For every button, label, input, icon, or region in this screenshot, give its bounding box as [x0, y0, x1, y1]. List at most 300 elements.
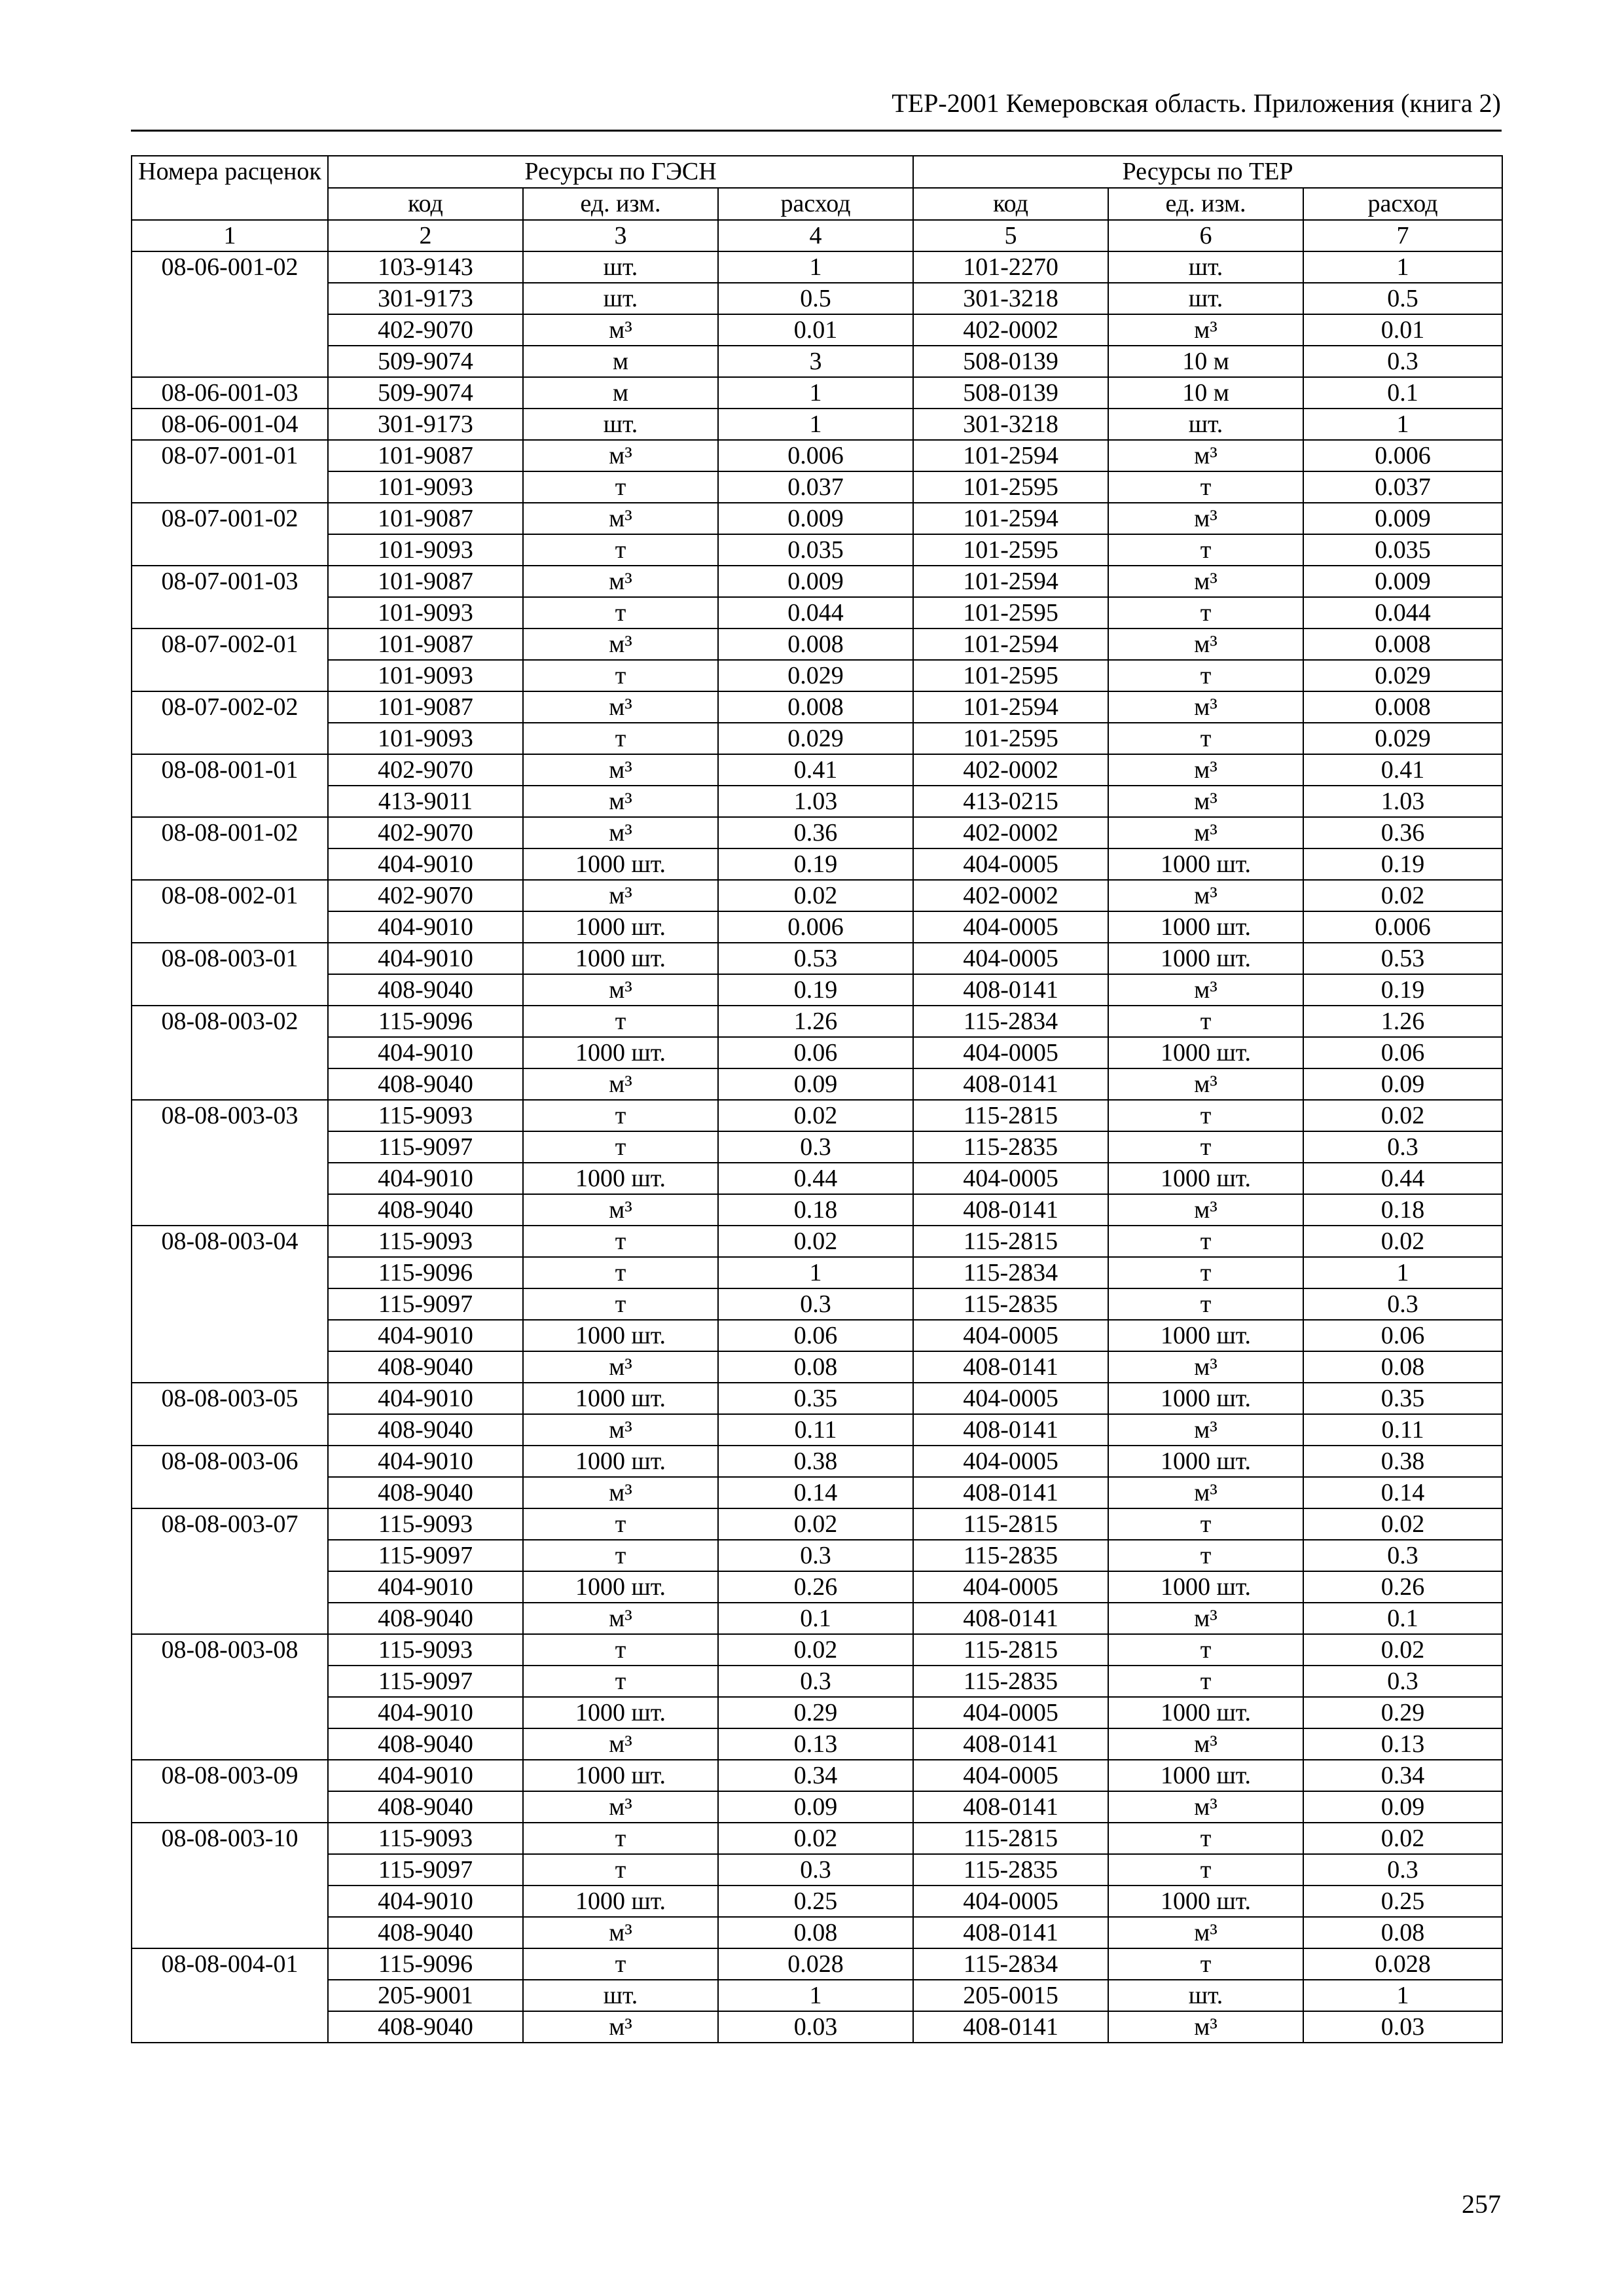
gesn-unit-cell: т: [523, 1131, 718, 1163]
gesn-code-cell: 404-9010: [328, 1446, 523, 1477]
ter-consumption-cell: 0.09: [1303, 1791, 1502, 1823]
gesn-code-cell: 115-9097: [328, 1540, 523, 1571]
ter-consumption-cell: 0.01: [1303, 314, 1502, 346]
gesn-unit-cell: м³: [523, 2011, 718, 2043]
gesn-unit-cell: шт.: [523, 1980, 718, 2011]
ter-consumption-cell: 0.006: [1303, 911, 1502, 943]
ter-unit-cell: м³: [1108, 629, 1303, 660]
gesn-unit-cell: т: [523, 1100, 718, 1131]
gesn-unit-cell: т: [523, 471, 718, 503]
ter-consumption-cell: 0.14: [1303, 1477, 1502, 1508]
rate-number-cell: 08-08-003-06: [132, 1446, 328, 1508]
col-group-ter: Ресурсы по ТЕР: [913, 156, 1502, 188]
gesn-code-cell: 101-9087: [328, 503, 523, 534]
gesn-consumption-cell: 0.1: [718, 1603, 913, 1634]
table-row: [132, 848, 1502, 880]
ter-code-cell: 101-2595: [913, 597, 1108, 629]
table-row: [132, 1383, 1502, 1414]
gesn-code-cell: 404-9010: [328, 1320, 523, 1351]
ter-unit-cell: т: [1108, 1257, 1303, 1288]
gesn-code-cell: 404-9010: [328, 911, 523, 943]
gesn-code-cell: 509-9074: [328, 346, 523, 377]
gesn-code-cell: 408-9040: [328, 1791, 523, 1823]
ter-code-cell: 402-0002: [913, 754, 1108, 786]
ter-code-cell: 115-2815: [913, 1100, 1108, 1131]
table-row: [132, 786, 1502, 817]
ter-code-cell: 408-0141: [913, 1728, 1108, 1760]
table-row: [132, 1320, 1502, 1351]
ter-unit-cell: м³: [1108, 1414, 1303, 1446]
gesn-consumption-cell: 0.08: [718, 1351, 913, 1383]
ter-unit-cell: т: [1108, 1540, 1303, 1571]
gesn-code-cell: 115-9097: [328, 1854, 523, 1886]
ter-consumption-cell: 1.26: [1303, 1006, 1502, 1037]
gesn-consumption-cell: 0.06: [718, 1037, 913, 1068]
gesn-code-cell: 115-9093: [328, 1634, 523, 1666]
gesn-code-cell: 509-9074: [328, 377, 523, 409]
ter-unit-cell: м³: [1108, 1351, 1303, 1383]
gesn-unit-cell: м: [523, 377, 718, 409]
table-row: [132, 1446, 1502, 1477]
gesn-code-cell: 404-9010: [328, 1760, 523, 1791]
ter-unit-cell: м³: [1108, 786, 1303, 817]
ter-unit-cell: т: [1108, 1100, 1303, 1131]
ter-code-cell: 408-0141: [913, 1414, 1108, 1446]
ter-unit-cell: 1000 шт.: [1108, 1571, 1303, 1603]
ter-code-cell: 115-2835: [913, 1131, 1108, 1163]
column-number: 1: [132, 220, 328, 251]
gesn-unit-cell: 1000 шт.: [523, 1320, 718, 1351]
gesn-code-cell: 404-9010: [328, 1383, 523, 1414]
ter-consumption-cell: 0.006: [1303, 440, 1502, 471]
table-row: [132, 1037, 1502, 1068]
ter-unit-cell: 10 м: [1108, 377, 1303, 409]
ter-code-cell: 115-2834: [913, 1257, 1108, 1288]
gesn-consumption-cell: 0.26: [718, 1571, 913, 1603]
ter-unit-cell: 1000 шт.: [1108, 1163, 1303, 1194]
gesn-consumption-cell: 0.38: [718, 1446, 913, 1477]
table-row: [132, 1697, 1502, 1728]
ter-unit-cell: т: [1108, 1508, 1303, 1540]
gesn-consumption-cell: 0.029: [718, 723, 913, 754]
table-row: [132, 1603, 1502, 1634]
rate-number-cell: 08-08-001-02: [132, 817, 328, 880]
ter-consumption-cell: 0.029: [1303, 660, 1502, 691]
table-row: [132, 911, 1502, 943]
gesn-unit-cell: 1000 шт.: [523, 911, 718, 943]
ter-consumption-cell: 0.36: [1303, 817, 1502, 848]
col-header-gesn-consumption: расход: [718, 188, 913, 220]
ter-consumption-cell: 0.044: [1303, 597, 1502, 629]
table-row: [132, 1100, 1502, 1131]
ter-consumption-cell: 0.1: [1303, 377, 1502, 409]
gesn-code-cell: 101-9093: [328, 534, 523, 566]
ter-consumption-cell: 0.03: [1303, 2011, 1502, 2043]
ter-unit-cell: т: [1108, 1666, 1303, 1697]
ter-code-cell: 115-2835: [913, 1288, 1108, 1320]
gesn-consumption-cell: 0.44: [718, 1163, 913, 1194]
gesn-unit-cell: 1000 шт.: [523, 943, 718, 974]
rate-number-cell: 08-08-004-01: [132, 1948, 328, 2043]
ter-consumption-cell: 0.19: [1303, 974, 1502, 1006]
table-row: [132, 503, 1502, 534]
ter-code-cell: 115-2835: [913, 1666, 1108, 1697]
gesn-consumption-cell: 0.02: [718, 1226, 913, 1257]
rate-number-cell: 08-08-003-05: [132, 1383, 328, 1446]
ter-unit-cell: шт.: [1108, 409, 1303, 440]
gesn-consumption-cell: 0.5: [718, 283, 913, 314]
gesn-consumption-cell: 1.26: [718, 1006, 913, 1037]
gesn-code-cell: 101-9087: [328, 629, 523, 660]
gesn-unit-cell: т: [523, 1666, 718, 1697]
gesn-unit-cell: м³: [523, 440, 718, 471]
gesn-code-cell: 115-9093: [328, 1100, 523, 1131]
gesn-unit-cell: м³: [523, 1068, 718, 1100]
table-row: [132, 1823, 1502, 1854]
gesn-code-cell: 404-9010: [328, 848, 523, 880]
table-row: [132, 1854, 1502, 1886]
ter-code-cell: 404-0005: [913, 911, 1108, 943]
table-subheader-row: [132, 188, 1502, 220]
gesn-consumption-cell: 1: [718, 377, 913, 409]
ter-consumption-cell: 0.08: [1303, 1917, 1502, 1948]
gesn-code-cell: 103-9143: [328, 251, 523, 283]
ter-consumption-cell: 0.53: [1303, 943, 1502, 974]
gesn-consumption-cell: 0.09: [718, 1068, 913, 1100]
ter-code-cell: 101-2594: [913, 503, 1108, 534]
ter-consumption-cell: 0.3: [1303, 1288, 1502, 1320]
ter-unit-cell: м³: [1108, 503, 1303, 534]
table-row: [132, 251, 1502, 283]
table-row: [132, 1917, 1502, 1948]
ter-code-cell: 402-0002: [913, 880, 1108, 911]
ter-code-cell: 408-0141: [913, 1068, 1108, 1100]
gesn-consumption-cell: 0.044: [718, 597, 913, 629]
ter-code-cell: 101-2594: [913, 691, 1108, 723]
ter-unit-cell: 10 м: [1108, 346, 1303, 377]
ter-code-cell: 101-2595: [913, 471, 1108, 503]
gesn-code-cell: 404-9010: [328, 1571, 523, 1603]
ter-code-cell: 402-0002: [913, 314, 1108, 346]
gesn-code-cell: 101-9087: [328, 440, 523, 471]
gesn-code-cell: 115-9093: [328, 1226, 523, 1257]
ter-consumption-cell: 0.09: [1303, 1068, 1502, 1100]
ter-unit-cell: м³: [1108, 566, 1303, 597]
ter-consumption-cell: 0.02: [1303, 880, 1502, 911]
ter-unit-cell: т: [1108, 1226, 1303, 1257]
rate-number-cell: 08-07-001-02: [132, 503, 328, 566]
table-row: [132, 283, 1502, 314]
gesn-consumption-cell: 0.037: [718, 471, 913, 503]
gesn-consumption-cell: 1: [718, 409, 913, 440]
gesn-consumption-cell: 0.34: [718, 1760, 913, 1791]
gesn-unit-cell: м³: [523, 691, 718, 723]
gesn-consumption-cell: 0.09: [718, 1791, 913, 1823]
ter-consumption-cell: 1: [1303, 251, 1502, 283]
ter-unit-cell: 1000 шт.: [1108, 1037, 1303, 1068]
gesn-unit-cell: 1000 шт.: [523, 1163, 718, 1194]
ter-code-cell: 408-0141: [913, 1791, 1108, 1823]
ter-unit-cell: м³: [1108, 2011, 1303, 2043]
ter-code-cell: 404-0005: [913, 1697, 1108, 1728]
gesn-unit-cell: шт.: [523, 251, 718, 283]
ter-consumption-cell: 0.1: [1303, 1603, 1502, 1634]
gesn-code-cell: 408-9040: [328, 1351, 523, 1383]
rate-number-cell: 08-08-003-08: [132, 1634, 328, 1760]
ter-code-cell: 404-0005: [913, 848, 1108, 880]
table-row: [132, 1257, 1502, 1288]
ter-unit-cell: м³: [1108, 754, 1303, 786]
gesn-consumption-cell: 0.29: [718, 1697, 913, 1728]
ter-consumption-cell: 0.009: [1303, 503, 1502, 534]
gesn-unit-cell: 1000 шт.: [523, 1037, 718, 1068]
table-row: [132, 1068, 1502, 1100]
ter-unit-cell: м³: [1108, 1194, 1303, 1226]
rate-number-cell: 08-08-003-07: [132, 1508, 328, 1634]
ter-consumption-cell: 0.26: [1303, 1571, 1502, 1603]
gesn-code-cell: 115-9097: [328, 1666, 523, 1697]
table-row: [132, 440, 1502, 471]
table-row: [132, 1886, 1502, 1917]
gesn-consumption-cell: 0.14: [718, 1477, 913, 1508]
rate-number-cell: 08-08-001-01: [132, 754, 328, 817]
column-number: 4: [718, 220, 913, 251]
gesn-consumption-cell: 0.36: [718, 817, 913, 848]
gesn-unit-cell: м: [523, 346, 718, 377]
gesn-code-cell: 408-9040: [328, 1603, 523, 1634]
ter-code-cell: 413-0215: [913, 786, 1108, 817]
rate-number-cell: 08-08-003-09: [132, 1760, 328, 1823]
gesn-unit-cell: м³: [523, 880, 718, 911]
ter-consumption-cell: 0.035: [1303, 534, 1502, 566]
table-row: [132, 1226, 1502, 1257]
gesn-consumption-cell: 0.3: [718, 1288, 913, 1320]
ter-unit-cell: м³: [1108, 974, 1303, 1006]
gesn-code-cell: 413-9011: [328, 786, 523, 817]
gesn-consumption-cell: 0.02: [718, 880, 913, 911]
gesn-unit-cell: т: [523, 1288, 718, 1320]
ter-consumption-cell: 0.008: [1303, 691, 1502, 723]
ter-consumption-cell: 0.06: [1303, 1320, 1502, 1351]
gesn-consumption-cell: 0.41: [718, 754, 913, 786]
col-header-gesn-unit: ед. изм.: [523, 188, 718, 220]
gesn-consumption-cell: 0.006: [718, 440, 913, 471]
table-row: [132, 471, 1502, 503]
ter-unit-cell: т: [1108, 660, 1303, 691]
gesn-consumption-cell: 0.13: [718, 1728, 913, 1760]
ter-code-cell: 408-0141: [913, 1917, 1108, 1948]
gesn-consumption-cell: 0.02: [718, 1100, 913, 1131]
rate-number-cell: 08-06-001-04: [132, 409, 328, 440]
gesn-unit-cell: т: [523, 1854, 718, 1886]
gesn-unit-cell: м³: [523, 1917, 718, 1948]
table-row: [132, 377, 1502, 409]
ter-unit-cell: м³: [1108, 314, 1303, 346]
ter-code-cell: 115-2834: [913, 1948, 1108, 1980]
ter-consumption-cell: 0.037: [1303, 471, 1502, 503]
gesn-consumption-cell: 0.02: [718, 1823, 913, 1854]
ter-code-cell: 404-0005: [913, 1446, 1108, 1477]
ter-code-cell: 408-0141: [913, 1603, 1108, 1634]
gesn-code-cell: 408-9040: [328, 1728, 523, 1760]
ter-code-cell: 101-2270: [913, 251, 1108, 283]
ter-unit-cell: м³: [1108, 1477, 1303, 1508]
table-row: [132, 346, 1502, 377]
gesn-code-cell: 402-9070: [328, 880, 523, 911]
gesn-code-cell: 404-9010: [328, 1697, 523, 1728]
ter-unit-cell: 1000 шт.: [1108, 1886, 1303, 1917]
gesn-code-cell: 101-9093: [328, 597, 523, 629]
ter-consumption-cell: 0.02: [1303, 1508, 1502, 1540]
table-row: [132, 1194, 1502, 1226]
rate-number-cell: 08-08-002-01: [132, 880, 328, 943]
column-number-row: [132, 220, 1502, 251]
ter-consumption-cell: 0.02: [1303, 1634, 1502, 1666]
table-row: [132, 534, 1502, 566]
gesn-code-cell: 115-9096: [328, 1257, 523, 1288]
col-header-ter-code: код: [913, 188, 1108, 220]
ter-consumption-cell: 0.3: [1303, 1131, 1502, 1163]
gesn-code-cell: 301-9173: [328, 283, 523, 314]
table-row: [132, 1540, 1502, 1571]
gesn-unit-cell: 1000 шт.: [523, 1571, 718, 1603]
ter-consumption-cell: 1: [1303, 409, 1502, 440]
ter-code-cell: 404-0005: [913, 1571, 1108, 1603]
ter-code-cell: 205-0015: [913, 1980, 1108, 2011]
gesn-unit-cell: м³: [523, 314, 718, 346]
table-row: [132, 1006, 1502, 1037]
gesn-code-cell: 408-9040: [328, 1068, 523, 1100]
ter-unit-cell: м³: [1108, 1068, 1303, 1100]
gesn-unit-cell: 1000 шт.: [523, 1383, 718, 1414]
gesn-consumption-cell: 0.19: [718, 848, 913, 880]
gesn-unit-cell: 1000 шт.: [523, 1446, 718, 1477]
ter-code-cell: 115-2815: [913, 1823, 1108, 1854]
ter-unit-cell: т: [1108, 471, 1303, 503]
gesn-unit-cell: т: [523, 723, 718, 754]
gesn-consumption-cell: 0.009: [718, 566, 913, 597]
gesn-unit-cell: шт.: [523, 283, 718, 314]
ter-consumption-cell: 0.02: [1303, 1823, 1502, 1854]
ter-unit-cell: м³: [1108, 1603, 1303, 1634]
ter-unit-cell: м³: [1108, 1728, 1303, 1760]
ter-consumption-cell: 0.3: [1303, 1854, 1502, 1886]
ter-code-cell: 301-3218: [913, 409, 1108, 440]
gesn-unit-cell: т: [523, 1540, 718, 1571]
column-number: 3: [523, 220, 718, 251]
table-row: [132, 597, 1502, 629]
ter-code-cell: 301-3218: [913, 283, 1108, 314]
table-row: [132, 1131, 1502, 1163]
gesn-code-cell: 101-9087: [328, 691, 523, 723]
ter-consumption-cell: 0.44: [1303, 1163, 1502, 1194]
table-row: [132, 1948, 1502, 1980]
gesn-unit-cell: м³: [523, 1603, 718, 1634]
gesn-code-cell: 205-9001: [328, 1980, 523, 2011]
ter-code-cell: 115-2815: [913, 1508, 1108, 1540]
gesn-unit-cell: м³: [523, 503, 718, 534]
gesn-code-cell: 115-9097: [328, 1131, 523, 1163]
gesn-unit-cell: т: [523, 597, 718, 629]
ter-consumption-cell: 0.29: [1303, 1697, 1502, 1728]
ter-code-cell: 101-2594: [913, 566, 1108, 597]
table-row: [132, 817, 1502, 848]
ter-code-cell: 508-0139: [913, 377, 1108, 409]
gesn-consumption-cell: 0.02: [718, 1508, 913, 1540]
ter-code-cell: 408-0141: [913, 1351, 1108, 1383]
table-row: [132, 1477, 1502, 1508]
ter-consumption-cell: 0.35: [1303, 1383, 1502, 1414]
ter-unit-cell: т: [1108, 534, 1303, 566]
ter-code-cell: 101-2594: [913, 440, 1108, 471]
gesn-consumption-cell: 1: [718, 251, 913, 283]
gesn-code-cell: 101-9093: [328, 660, 523, 691]
gesn-code-cell: 115-9096: [328, 1948, 523, 1980]
gesn-unit-cell: м³: [523, 566, 718, 597]
gesn-consumption-cell: 0.03: [718, 2011, 913, 2043]
gesn-unit-cell: 1000 шт.: [523, 848, 718, 880]
ter-consumption-cell: 0.3: [1303, 346, 1502, 377]
ter-code-cell: 408-0141: [913, 974, 1108, 1006]
column-number: 6: [1108, 220, 1303, 251]
gesn-consumption-cell: 0.3: [718, 1666, 913, 1697]
gesn-unit-cell: т: [523, 1823, 718, 1854]
gesn-code-cell: 402-9070: [328, 817, 523, 848]
table-row: [132, 1791, 1502, 1823]
gesn-code-cell: 408-9040: [328, 1194, 523, 1226]
gesn-unit-cell: т: [523, 1006, 718, 1037]
ter-consumption-cell: 0.02: [1303, 1226, 1502, 1257]
table-row: [132, 314, 1502, 346]
ter-consumption-cell: 0.02: [1303, 1100, 1502, 1131]
col-header-gesn-code: код: [328, 188, 523, 220]
ter-consumption-cell: 0.5: [1303, 283, 1502, 314]
gesn-consumption-cell: 0.035: [718, 534, 913, 566]
ter-unit-cell: м³: [1108, 880, 1303, 911]
gesn-consumption-cell: 0.18: [718, 1194, 913, 1226]
ter-unit-cell: т: [1108, 1823, 1303, 1854]
table-row: [132, 1634, 1502, 1666]
ter-code-cell: 408-0141: [913, 2011, 1108, 2043]
gesn-consumption-cell: 0.3: [718, 1854, 913, 1886]
ter-consumption-cell: 0.18: [1303, 1194, 1502, 1226]
ter-consumption-cell: 0.41: [1303, 754, 1502, 786]
gesn-code-cell: 408-9040: [328, 2011, 523, 2043]
gesn-unit-cell: м³: [523, 1414, 718, 1446]
gesn-unit-cell: 1000 шт.: [523, 1886, 718, 1917]
ter-consumption-cell: 0.34: [1303, 1760, 1502, 1791]
gesn-unit-cell: т: [523, 1634, 718, 1666]
ter-unit-cell: т: [1108, 723, 1303, 754]
gesn-code-cell: 115-9097: [328, 1288, 523, 1320]
rate-number-cell: 08-06-001-03: [132, 377, 328, 409]
ter-unit-cell: 1000 шт.: [1108, 1697, 1303, 1728]
gesn-unit-cell: м³: [523, 1477, 718, 1508]
gesn-consumption-cell: 0.25: [718, 1886, 913, 1917]
header-divider: [131, 130, 1502, 132]
ter-unit-cell: м³: [1108, 440, 1303, 471]
table-header-row: [132, 156, 1502, 188]
rate-number-cell: 08-06-001-02: [132, 251, 328, 377]
gesn-consumption-cell: 0.3: [718, 1540, 913, 1571]
gesn-code-cell: 402-9070: [328, 314, 523, 346]
table-row: [132, 1728, 1502, 1760]
ter-consumption-cell: 0.06: [1303, 1037, 1502, 1068]
table-row: [132, 943, 1502, 974]
rate-number-cell: 08-07-001-01: [132, 440, 328, 503]
gesn-unit-cell: м³: [523, 974, 718, 1006]
gesn-unit-cell: 1000 шт.: [523, 1697, 718, 1728]
